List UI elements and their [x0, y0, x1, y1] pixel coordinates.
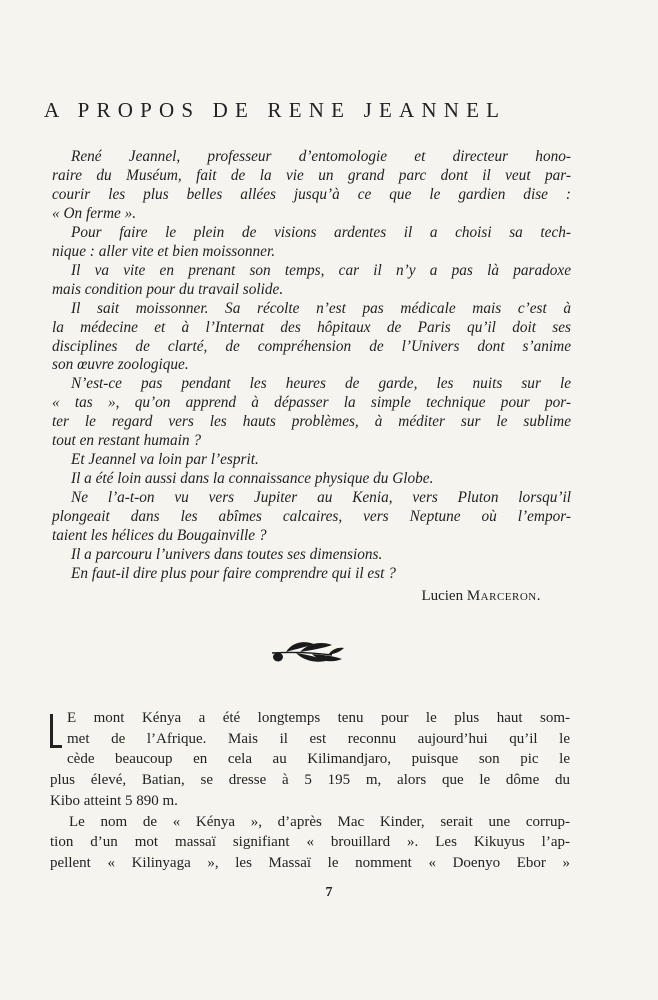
intro-line: courir les plus belles allées jusqu’à ce que le gardien dise :: [52, 185, 571, 203]
intro-line: Pour faire le plein de visions ardentes il a choisi sa tech-: [71, 223, 571, 241]
intro-line: Il va vite en prenant son temps, car il n’y a pas là paradoxe: [71, 261, 571, 279]
intro-line: « On ferme ».: [52, 204, 137, 222]
intro-line: Il a parcouru l’univers dans toutes ses dimensions.: [71, 546, 383, 564]
intro-line: Ne l’a-t-on vu vers Jupiter au Kenia, vers Pluton lorsqu’il: [71, 489, 571, 507]
intro-line: tout en restant humain ?: [52, 432, 201, 450]
body-line: Le nom de « Kénya », d’après Mac Kinder, serait une corrup-: [69, 813, 570, 830]
intro-line: plongeait dans les abîmes calcaires, vers Neptune où l’empor-: [52, 508, 571, 526]
page-title: A PROPOS DE RENE JEANNEL: [44, 98, 507, 122]
body-line: met de l’Afrique. Mais il est reconnu aujourd’hui qu’il le: [67, 730, 570, 747]
intro-line: nique : aller vite et bien moissonner.: [52, 242, 276, 260]
author-signature: [421, 588, 541, 605]
intro-line: mais condition pour du travail solide.: [52, 280, 284, 298]
signature-last-name: Marceron.: [466, 588, 541, 604]
body-line: Kibo atteint 5 890 m.: [50, 792, 178, 809]
signature-first-name: Lucien: [421, 588, 464, 604]
intro-line: ter le regard vers les hauts problèmes, à méditer sur le sublime: [52, 413, 571, 431]
intro-line: René Jeannel, professeur d’entomologie et directeur hono-: [71, 148, 571, 165]
body-line: plus élevé, Batian, se dresse à 5 195 m, alors que le dôme du: [50, 772, 570, 789]
body-line: E mont Kénya a été longtemps tenu pour le plus haut som-: [67, 710, 570, 726]
intro-line: raire du Muséum, fait de la vie un grand parc dont il veut par-: [52, 166, 571, 184]
page-number: 7: [325, 885, 333, 900]
intro-line: la médecine et à l’Internat des hôpitaux de Paris qu’il doit ses: [52, 318, 571, 336]
intro-line: Et Jeannel va loin par l’esprit.: [71, 451, 259, 469]
intro-line: disciplines de clarté, de compréhension de l’Univers dont s’anime: [52, 337, 571, 355]
body-line: pellent « Kilinyaga », les Massaï le nomment « Doenyo Ebor »: [50, 854, 570, 871]
intro-line: son œuvre zoologique.: [52, 356, 189, 374]
intro-line: N’est-ce pas pendant les heures de garde, les nuits sur le: [71, 375, 571, 393]
intro-line: « tas », qu’on apprend à dépasser la simple technique pour por-: [52, 394, 571, 412]
intro-line: En faut-il dire plus pour faire comprendre qui il est ?: [71, 564, 396, 582]
intro-line: Il a été loin aussi dans la connaissance physique du Globe.: [71, 470, 434, 488]
intro-paragraphs: [52, 148, 571, 584]
intro-line: Il sait moissonner. Sa récolte n’est pas médicale mais c’est à: [71, 299, 571, 317]
article-body: [50, 708, 570, 874]
body-line: cède beaucoup en cela au Kilimandjaro, puisque son pic le: [67, 751, 570, 768]
olive-branch-ornament-icon: [266, 635, 346, 671]
body-line: tion d’un mot massaï signifiant « brouillard ». Les Kikuyus l’ap-: [50, 834, 570, 851]
intro-line: taient les hélices du Bougainville ?: [52, 527, 267, 545]
